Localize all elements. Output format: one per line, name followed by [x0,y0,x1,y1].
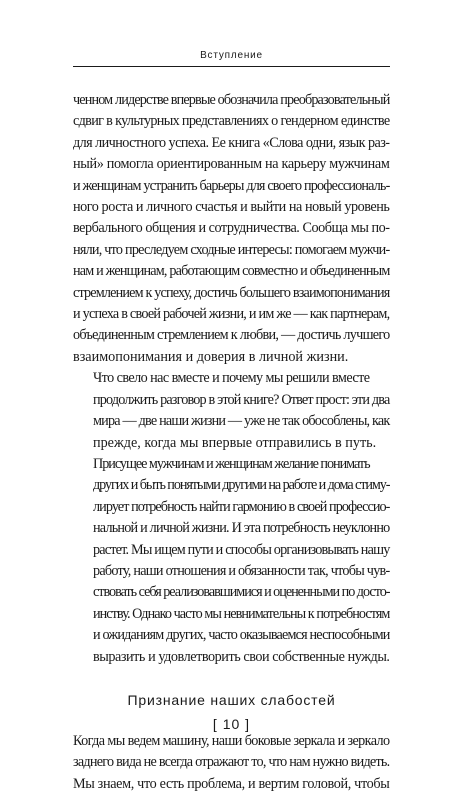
text-line: работу, наши отношения и обязанности так, чтобы чув- [93,562,390,579]
section-heading: Признание наших слабостей [127,691,336,708]
text-line: и ожиданиям других, часто оказываемся неспособными [93,627,390,644]
text-line: ченном лидерстве впервые обозначила преобразовательный [73,92,390,108]
text-line: выразить и удовлетворить свои собственные нужды. [93,648,390,665]
text-line: нам и женщинам, работающим совместно и объединенным [73,263,390,280]
text-line: ный» помогла ориентированным на карьеру мужчинам [73,156,390,173]
text-line: для личностного успеха. Ее книга «Слова одни, язык раз- [73,134,390,151]
text-line: заднего вида не всегда отражают то, что нам нужно видеть. [73,754,390,771]
paragraph-3 [73,454,390,668]
text-line: продолжить разговор в этой книге? Ответ прост: эти два [93,391,390,408]
paragraph-1 [73,90,390,368]
text-line: Мы знаем, что есть проблема, и вертим головой, чтобы [73,775,390,792]
running-head: Вступление [200,50,263,61]
paragraph-2 [73,368,390,454]
text-line: ного роста и личного счастья и выйти на новый уровень [73,199,390,216]
text-line: растет. Мы ищем пути и способы организовывать нашу [93,541,390,558]
text-line: и женщинам устранить барьеры для своего профессиональ- [73,177,390,194]
text-line: прежде, когда мы впервые отправились в путь. [93,434,377,451]
page-number: [ 10 ] [212,716,251,732]
header-rule [73,66,390,67]
text-line: нальной и личной жизни. И эта потребность неуклонно [93,520,390,537]
text-line: вербального общения и сотрудничества. Сообща мы по- [73,220,390,237]
text-line: взаимопонимания и доверия в личной жизни. [73,348,349,365]
text-line: сдвиг в культурных представлениях о гендерном единстве [73,113,390,130]
text-line: Когда мы ведем машину, наши боковые зеркала и зеркало [73,732,390,749]
text-line: других и быть понятыми другими на работе и дома стиму- [93,477,390,494]
text-line: мира — две наши жизни — уже не так обособлены, как [93,413,390,430]
text-line: няли, что преследуем сходные интересы: помогаем мужчи- [73,241,390,258]
text-line: лирует потребность найти гармонию в своей профессио- [93,498,390,515]
text-line: Присущее мужчинам и женщинам желание понимать [93,455,370,472]
text-line: и успеха в своей рабочей жизни, и им же — как партнерам, [73,306,390,323]
paragraph-4 [73,731,390,795]
text-line: объединенным стремлением к любви, — достичь лучшего [73,327,390,344]
text-line: стремлением к успеху, достичь большего взаимопонимания [73,284,390,301]
text-line: ствовать себя реализовавшимися и оцененными по досто- [93,584,390,601]
text-line: инству. Однако часто мы невнимательны к потребностям [93,605,390,622]
text-line: Что свело нас вместе и почему мы решили вместе [93,370,370,387]
body-text [73,90,390,795]
